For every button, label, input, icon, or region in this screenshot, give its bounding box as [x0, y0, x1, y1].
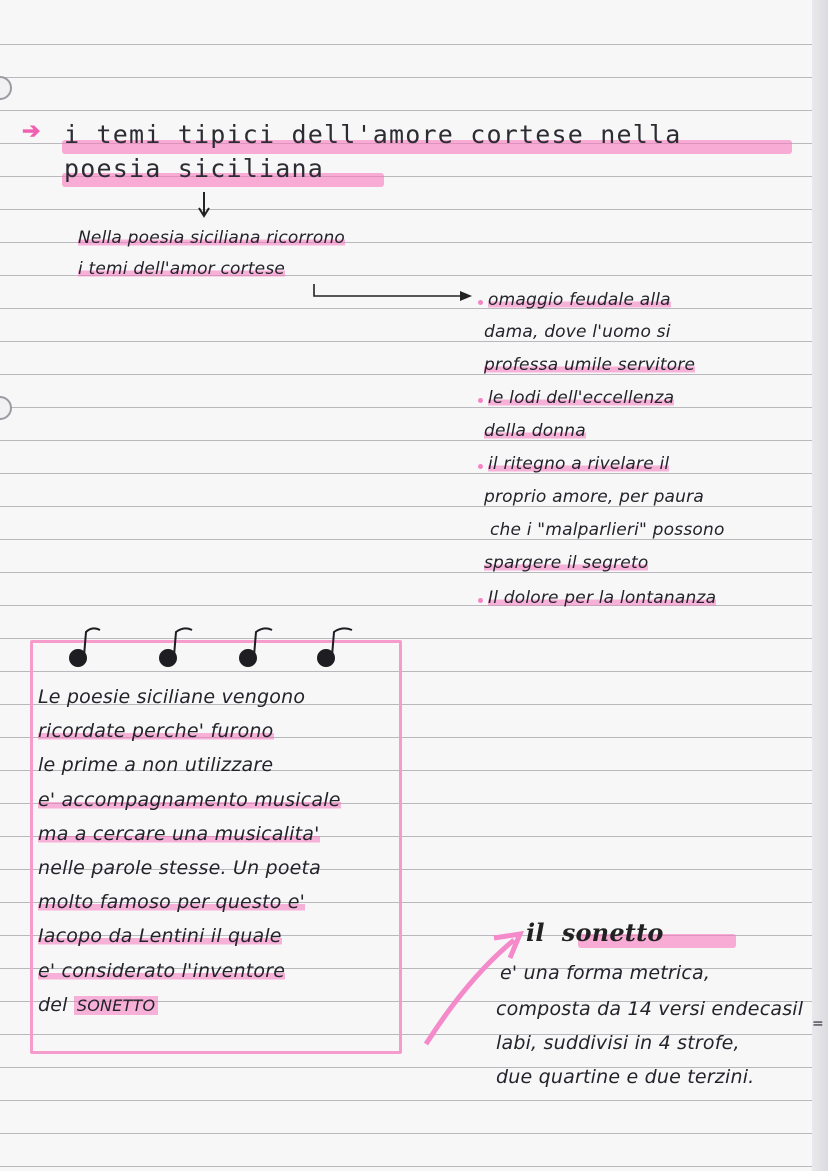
- list-item-3-line-2: proprio amore, per paura: [484, 487, 704, 507]
- bullet-icon: [478, 300, 483, 305]
- box-text-line-3: le prime a non utilizzare: [38, 754, 274, 776]
- bullet-icon: [478, 398, 483, 403]
- binder-hole: [0, 396, 12, 420]
- box-text-line-9: e' considerato l'inventore: [38, 960, 286, 982]
- list-item-3-line-4: spargere il segreto: [484, 553, 649, 573]
- binder-hole: [0, 76, 12, 100]
- box-text-line-8: Iacopo da Lentini il quale: [38, 925, 282, 947]
- sonetto-highlight: SONETTO: [74, 996, 158, 1015]
- box-text-line-1: Le poesie siciliane vengono: [38, 686, 306, 708]
- list-item-2-line-1: le lodi dell'eccellenza: [488, 388, 675, 408]
- box-text-line-4: e' accompagnamento musicale: [38, 789, 341, 811]
- box-text-line-7: molto famoso per questo e': [38, 891, 306, 913]
- intro-line-2: i temi dell'amor cortese: [78, 259, 286, 279]
- list-item-1-line-3: professa umile servitore: [484, 355, 696, 375]
- title-arrow-icon: ➔: [22, 118, 41, 144]
- list-item-1-line-2: dama, dove l'uomo si: [484, 322, 671, 342]
- music-notes-icon: [60, 622, 360, 672]
- pink-arrow-icon: [420, 920, 530, 1050]
- box-text-line-6: nelle parole stesse. Un poeta: [38, 857, 322, 879]
- bullet-icon: [478, 464, 483, 469]
- list-item-3-line-1: il ritegno a rivelare il: [488, 454, 670, 474]
- list-item-4-line-1: Il dolore per la lontananza: [488, 588, 717, 608]
- list-item-3-line-3: che i "malparlieri" possono: [490, 520, 725, 540]
- down-arrow-icon: [196, 190, 212, 220]
- equals-mark: =: [812, 1016, 824, 1032]
- box-text-line-2: ricordate perche' furono: [38, 720, 274, 742]
- intro-line-1: Nella poesia siciliana ricorrono: [78, 228, 346, 248]
- sonetto-line-4: due quartine e due terzini.: [496, 1066, 755, 1088]
- list-item-1-line-1: omaggio feudale alla: [488, 290, 671, 310]
- sonetto-title: il sonetto: [526, 918, 664, 947]
- page-title-line-1: i temi tipici dell'amore cortese nella: [64, 120, 682, 149]
- list-item-2-line-2: della donna: [484, 421, 586, 441]
- right-arrow-icon: [310, 282, 480, 306]
- box-text-line-10: del SONETTO: [38, 994, 158, 1016]
- sonetto-line-1: e' una forma metrica,: [500, 962, 711, 984]
- box-text-line-5: ma a cercare una musicalita': [38, 823, 320, 845]
- sonetto-line-3: labi, suddivisi in 4 strofe,: [496, 1032, 740, 1054]
- bullet-icon: [478, 598, 483, 603]
- page-title-line-2: poesia siciliana: [64, 154, 325, 183]
- sonetto-line-2: composta da 14 versi endecasil: [496, 998, 804, 1020]
